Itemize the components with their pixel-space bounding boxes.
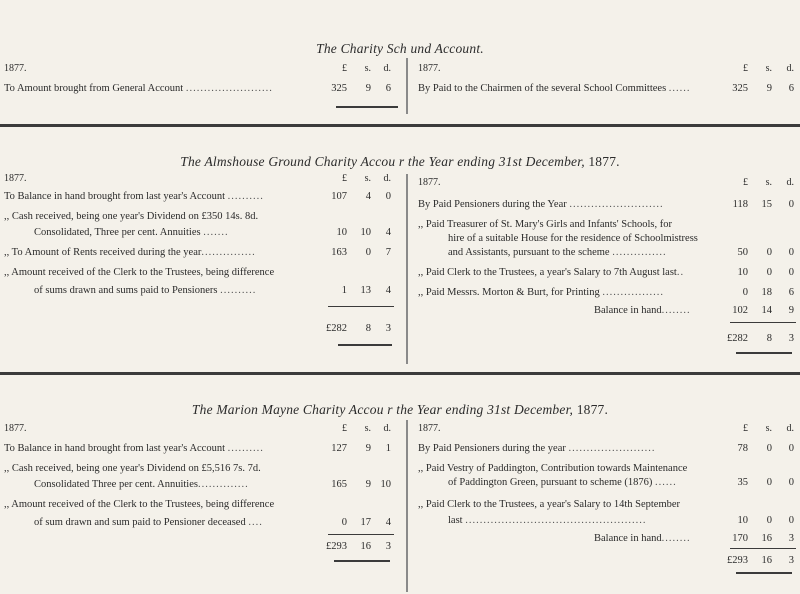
year-label: 1877.: [4, 173, 27, 184]
entry-row: [4, 462, 399, 476]
shillings-header: s.: [364, 423, 371, 434]
pence-header: d.: [786, 63, 794, 74]
entry-row: [418, 476, 796, 490]
pence-header: d.: [786, 423, 794, 434]
balance-row: [418, 304, 796, 318]
pence-header: d.: [383, 63, 391, 74]
entry-text: To Amount brought from General Account: [4, 83, 184, 94]
entry-row: [4, 246, 399, 260]
entry-row: [418, 82, 796, 96]
entry-text: ,, Amount received of the Clerk to the Trustees, being difference: [4, 267, 275, 278]
shillings: 0: [766, 443, 772, 454]
pounds: 0: [742, 287, 748, 298]
shillings: 9: [365, 83, 371, 94]
pounds-header: £: [743, 177, 748, 188]
entry-row: [4, 478, 399, 492]
almshouse-receipts: [4, 172, 399, 362]
entry-text: ,, Amount received of the Clerk to the Trustees, being difference: [4, 499, 275, 510]
entry-text: Consolidated, Three per cent. Annuities: [34, 227, 201, 238]
column-divider: [406, 420, 408, 592]
entry-row: [4, 266, 399, 280]
total-rule: [336, 106, 398, 108]
entry-text: Consolidated Three per cent. Annuities: [34, 479, 198, 490]
entry-text: ,, Paid Clerk to the Trustees, a year's Salary to 7th August last: [418, 267, 677, 278]
pounds: 163: [331, 247, 347, 258]
entry-row: [4, 226, 399, 240]
pounds-header: £: [342, 173, 347, 184]
entry-row: [418, 286, 796, 300]
total-pounds: £293: [326, 541, 347, 552]
marion-payments: [418, 422, 796, 592]
entry-row: [4, 516, 399, 530]
pence: 0: [788, 443, 794, 454]
shillings: 9: [365, 443, 371, 454]
leader-dots: ..............: [197, 479, 249, 490]
year-label: 1877.: [4, 423, 27, 434]
pence-header: d.: [383, 173, 391, 184]
entry-text: last: [448, 515, 463, 526]
year-label: 1877.: [418, 177, 441, 188]
entry-row: [418, 198, 796, 212]
shillings-header: s.: [765, 177, 772, 188]
pounds: 107: [331, 191, 347, 202]
school-payments: [418, 62, 796, 112]
section-title-year: 1877.: [576, 402, 609, 417]
entry-text: and Assistants, pursuant to the scheme: [448, 247, 610, 258]
year-label: 1877.: [4, 63, 27, 74]
section-title-text: The Marion Mayne Charity Accou r the Year ending 31st December,: [191, 402, 574, 417]
pounds-header: £: [743, 63, 748, 74]
pence: 3: [788, 533, 794, 544]
entry-text: Balance in hand: [594, 533, 662, 544]
pence: 4: [385, 227, 391, 238]
entry-row: [4, 284, 399, 298]
year-label: 1877.: [418, 423, 441, 434]
total-rule: [736, 352, 792, 354]
pounds: 0: [341, 517, 347, 528]
leader-dots: ...............: [201, 247, 256, 258]
header-row: [418, 422, 796, 436]
pence: 0: [788, 199, 794, 210]
total-pounds: £282: [326, 323, 347, 334]
entry-text: ,, To Amount of Rents received during the year: [4, 247, 202, 258]
total-pounds: £293: [727, 555, 748, 566]
header-row: [4, 422, 399, 436]
pounds: 325: [732, 83, 748, 94]
shillings-header: s.: [364, 63, 371, 74]
header-row: [418, 176, 796, 190]
marion-receipts: [4, 422, 399, 592]
entry-text: ,, Paid Clerk to the Trustees, a year's Salary to 14th September: [418, 499, 681, 510]
leader-dots: ..........: [227, 443, 264, 454]
leader-dots: ...............: [612, 247, 667, 258]
shillings-header: s.: [364, 173, 371, 184]
leader-dots: ........: [661, 533, 691, 544]
shillings: 0: [766, 515, 772, 526]
entry-text: To Balance in hand brought from last year's Account: [4, 191, 226, 202]
total-pence: 3: [788, 333, 794, 344]
shillings-header: s.: [765, 63, 772, 74]
section-title: [0, 154, 800, 170]
pounds: 165: [331, 479, 347, 490]
entry-row: [4, 190, 399, 204]
pence: 4: [385, 285, 391, 296]
pounds: 10: [737, 267, 748, 278]
leader-dots: ..: [676, 267, 685, 278]
shillings: 14: [761, 305, 772, 316]
entry-text: ,, Cash received, being one year's Dividend on £350 14s. 8d.: [4, 211, 259, 222]
shillings: 10: [360, 227, 371, 238]
leader-dots: ..........: [220, 285, 257, 296]
entry-text: ,, Paid Treasurer of St. Mary's Girls and Infants' Schools, for: [418, 219, 673, 230]
shillings: 0: [766, 477, 772, 488]
entry-row: [4, 498, 399, 512]
entry-text: of Paddington Green, pursuant to scheme (1876): [448, 477, 653, 488]
shillings: 16: [761, 533, 772, 544]
entry-row: [418, 232, 796, 246]
section-title: [0, 402, 800, 418]
entry-row: [4, 442, 399, 456]
shillings: 17: [360, 517, 371, 528]
leader-dots: ......: [655, 477, 677, 488]
pence: 9: [788, 305, 794, 316]
shillings: 4: [365, 191, 371, 202]
shillings: 15: [761, 199, 772, 210]
pence: 4: [385, 517, 391, 528]
shillings: 0: [766, 267, 772, 278]
pence: 0: [788, 477, 794, 488]
pence: 7: [385, 247, 391, 258]
subtotal-rule: [730, 548, 796, 549]
pounds-header: £: [342, 63, 347, 74]
balance-row: [418, 532, 796, 546]
pounds: 118: [732, 199, 748, 210]
total-shillings: 16: [360, 541, 371, 552]
pence: 6: [788, 287, 794, 298]
entry-text: ,, Paid Messrs. Morton & Burt, for Printing: [418, 287, 600, 298]
total-pounds: £282: [727, 333, 748, 344]
shillings: 0: [365, 247, 371, 258]
pence: 0: [385, 191, 391, 202]
entry-row: [418, 266, 796, 280]
entry-text: of sum drawn and sum paid to Pensioner deceased: [34, 517, 246, 528]
school-fund-section: [0, 0, 800, 120]
entry-row: [418, 218, 796, 232]
shillings: 9: [365, 479, 371, 490]
year-label: 1877.: [418, 63, 441, 74]
section-title: The Charity Sch und Account.: [316, 41, 484, 56]
column-divider: [406, 174, 408, 364]
pounds: 1: [341, 285, 347, 296]
total-shillings: 16: [761, 555, 772, 566]
pounds: 127: [331, 443, 347, 454]
pence-header: d.: [786, 177, 794, 188]
marion-mayne-section: [0, 378, 800, 594]
header-row: [418, 62, 796, 76]
pounds-header: £: [342, 423, 347, 434]
pounds: 325: [331, 83, 347, 94]
total-rule: [334, 560, 390, 562]
header-row: [4, 62, 399, 76]
almshouse-payments: [418, 176, 796, 366]
leader-dots: ..........................: [569, 199, 664, 210]
entry-text: By Paid to the Chairmen of the several School Committees: [418, 83, 667, 94]
total-shillings: 8: [365, 323, 371, 334]
section-separator: [0, 372, 800, 375]
entry-row: [4, 82, 399, 96]
total-row: [4, 540, 399, 554]
total-pence: 3: [788, 555, 794, 566]
subtotal-rule: [328, 306, 394, 307]
entry-row: [418, 442, 796, 456]
school-receipts: [4, 62, 399, 112]
total-row: [4, 322, 399, 336]
entry-row: [418, 514, 796, 528]
entry-row: [418, 246, 796, 260]
pence: 6: [385, 83, 391, 94]
section-title-year: 1877.: [588, 154, 620, 169]
entry-row: [418, 498, 796, 512]
pounds: 170: [732, 533, 748, 544]
section-title-text: The Almshouse Ground Charity Accou r the Year ending 31st December,: [180, 154, 585, 169]
total-shillings: 8: [766, 333, 772, 344]
column-divider: [406, 58, 408, 114]
pence: 0: [788, 515, 794, 526]
pounds-header: £: [743, 423, 748, 434]
pounds: 10: [737, 515, 748, 526]
shillings: 18: [761, 287, 772, 298]
pounds: 50: [737, 247, 748, 258]
leader-dots: .................: [602, 287, 664, 298]
entry-text: of sums drawn and sums paid to Pensioners: [34, 285, 218, 296]
entry-row: [418, 462, 796, 476]
pounds: 10: [336, 227, 347, 238]
leader-dots: ......: [668, 83, 691, 94]
leader-dots: ........................: [185, 83, 273, 94]
shillings: 9: [766, 83, 772, 94]
total-row: [418, 554, 796, 568]
entry-row: [4, 210, 399, 224]
section-separator: [0, 124, 800, 127]
entry-text: By Paid Pensioners during the Year: [418, 199, 567, 210]
pence: 6: [788, 83, 794, 94]
leader-dots: ..................................................: [465, 515, 647, 526]
leader-dots: .......: [203, 227, 229, 238]
total-pence: 3: [385, 541, 391, 552]
pounds: 78: [737, 443, 748, 454]
shillings: 13: [360, 285, 371, 296]
entry-text: By Paid Pensioners during the year: [418, 443, 566, 454]
shillings-header: s.: [765, 423, 772, 434]
pence: 10: [380, 479, 391, 490]
entry-text: ,, Cash received, being one year's Dividend on £5,516 7s. 7d.: [4, 463, 261, 474]
pounds: 35: [737, 477, 748, 488]
header-row: [4, 172, 399, 186]
shillings: 0: [766, 247, 772, 258]
entry-text: To Balance in hand brought from last year's Account: [4, 443, 226, 454]
subtotal-rule: [328, 534, 394, 535]
pence: 1: [385, 443, 391, 454]
entry-text: Balance in hand: [594, 305, 662, 316]
total-pence: 3: [385, 323, 391, 334]
pounds: 102: [732, 305, 748, 316]
pence: 0: [788, 247, 794, 258]
entry-text: ,, Paid Vestry of Paddington, Contribution towards Maintenance: [418, 463, 688, 474]
leader-dots: ........................: [568, 443, 656, 454]
leader-dots: ..........: [227, 191, 264, 202]
leader-dots: ....: [248, 517, 263, 528]
pence-header: d.: [383, 423, 391, 434]
total-rule: [736, 572, 792, 574]
subtotal-rule: [730, 322, 796, 323]
leader-dots: ........: [661, 305, 691, 316]
total-row: [418, 332, 796, 346]
almshouse-section: [0, 130, 800, 370]
entry-text: hire of a suitable House for the residence of Schoolmistress: [448, 233, 698, 244]
pence: 0: [788, 267, 794, 278]
total-rule: [338, 344, 392, 346]
